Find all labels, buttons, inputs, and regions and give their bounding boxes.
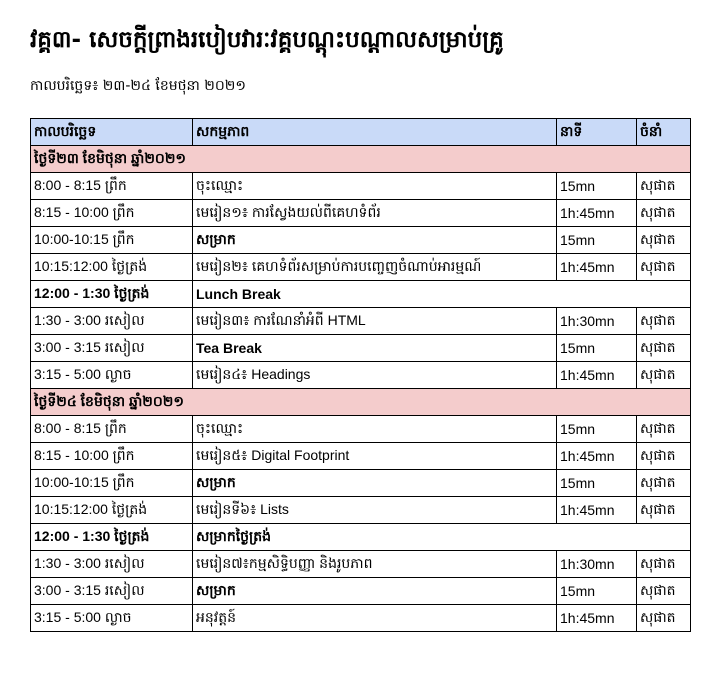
activity-cell: មេរៀន៧៖កម្មសិទ្ធិបញ្ញា និងរូបភាព [193, 551, 557, 578]
table-row [31, 416, 691, 443]
time-cell: 8:00 - 8:15 ព្រឹក [31, 416, 193, 443]
lead-cell: សុផាត [637, 416, 691, 443]
table-row [31, 605, 691, 632]
page-title: វគ្គ៣- សេចក្តីព្រាងរបៀបវារៈវគ្គបណ្តុះបណ្តាលសម្រាប់គ្រូ [30, 27, 504, 53]
table-row [31, 308, 691, 335]
lead-cell: សុផាត [637, 254, 691, 281]
duration-cell: 15mn [557, 173, 637, 200]
header-time: កាលបរិច្ឆេទ [31, 119, 193, 146]
activity-cell: មេរៀនទី៦៖ Lists [193, 497, 557, 524]
lead-cell: សុផាត [637, 497, 691, 524]
table-row [31, 362, 691, 389]
table-row [31, 335, 691, 362]
lunch-break-row [31, 524, 691, 551]
table-row [31, 200, 691, 227]
table-row [31, 227, 691, 254]
time-cell: 8:15 - 10:00 ព្រឹក [31, 200, 193, 227]
time-cell: 12:00 - 1:30 ថ្ងៃត្រង់ [31, 281, 193, 308]
lead-cell: សុផាត [637, 308, 691, 335]
duration-cell: 15mn [557, 335, 637, 362]
date-line: កាលបរិច្ឆេទ៖ ២៣-២៤ ខែមថុនា ២០២១ [30, 78, 246, 94]
table-row [31, 497, 691, 524]
duration-cell: 15mn [557, 578, 637, 605]
lead-cell: សុផាត [637, 173, 691, 200]
table-row [31, 443, 691, 470]
time-cell: 3:00 - 3:15 រសៀល [31, 335, 193, 362]
lead-cell: សុផាត [637, 443, 691, 470]
activity-cell: មេរៀន១៖ ការស្វែងយល់ពីគេហទំព័រ [193, 200, 557, 227]
activity-cell: ចុះឈ្មោះ [193, 416, 557, 443]
table-header-row [31, 119, 691, 146]
day-heading: ថ្ងៃទី២៣ ខែមិថុនា ឆ្នាំ២០២១ [31, 146, 691, 173]
time-cell: 8:15 - 10:00 ព្រឹក [31, 443, 193, 470]
lead-cell: សុផាត [637, 605, 691, 632]
duration-cell: 1h:45mn [557, 362, 637, 389]
time-cell: 10:00-10:15 ព្រឹក [31, 470, 193, 497]
time-cell: 1:30 - 3:00 រសៀល [31, 551, 193, 578]
header-lead: ចំនាំ [637, 119, 691, 146]
duration-cell: 1h:45mn [557, 254, 637, 281]
duration-cell: 1h:45mn [557, 497, 637, 524]
table-row [31, 173, 691, 200]
lunch-break-row [31, 281, 691, 308]
activity-cell: មេរៀន៣៖ ការណែនាំអំពី HTML [193, 308, 557, 335]
lead-cell: សុផាត [637, 362, 691, 389]
table-row [31, 254, 691, 281]
time-cell: 12:00 - 1:30 ថ្ងៃត្រង់ [31, 524, 193, 551]
header-duration: នាទី [557, 119, 637, 146]
time-cell: 8:00 - 8:15 ព្រឹក [31, 173, 193, 200]
activity-cell: Lunch Break [193, 281, 691, 308]
table-row [31, 578, 691, 605]
duration-cell: 15mn [557, 416, 637, 443]
duration-cell: 1h:30mn [557, 308, 637, 335]
duration-cell: 1h:45mn [557, 200, 637, 227]
duration-cell: 1h:30mn [557, 551, 637, 578]
day-heading: ថ្ងៃទី២៤ ខែមិថុនា ឆ្នាំ២០២១ [31, 389, 691, 416]
duration-cell: 15mn [557, 227, 637, 254]
time-cell: 10:15:12:00 ថ្ងៃត្រង់ [31, 497, 193, 524]
day-heading-row [31, 146, 691, 173]
lead-cell: សុផាត [637, 551, 691, 578]
activity-cell: សម្រាក [193, 227, 557, 254]
duration-cell: 1h:45mn [557, 605, 637, 632]
activity-cell: សម្រាក [193, 578, 557, 605]
time-cell: 3:15 - 5:00 ល្ងាច [31, 362, 193, 389]
duration-cell: 15mn [557, 470, 637, 497]
table-row [31, 551, 691, 578]
lead-cell: សុផាត [637, 335, 691, 362]
activity-cell: ចុះឈ្មោះ [193, 173, 557, 200]
activity-cell: មេរៀន៤៖ Headings [193, 362, 557, 389]
agenda-table [30, 118, 691, 632]
time-cell: 3:00 - 3:15 រសៀល [31, 578, 193, 605]
activity-cell: មេរៀន២៖ គេហទំព័រសម្រាប់ការបញ្ចេញចំណាប់អារម្មណ៍ [193, 254, 557, 281]
duration-cell: 1h:45mn [557, 443, 637, 470]
lead-cell: សុផាត [637, 227, 691, 254]
activity-cell: Tea Break [193, 335, 557, 362]
activity-cell: សម្រាក [193, 470, 557, 497]
table-row [31, 470, 691, 497]
lead-cell: សុផាត [637, 470, 691, 497]
time-cell: 10:15:12:00 ថ្ងៃត្រង់ [31, 254, 193, 281]
activity-cell: សម្រាកថ្ងៃត្រង់ [193, 524, 691, 551]
activity-cell: អនុវត្តន៍ [193, 605, 557, 632]
day-heading-row [31, 389, 691, 416]
lead-cell: សុផាត [637, 200, 691, 227]
time-cell: 10:00-10:15 ព្រឹក [31, 227, 193, 254]
time-cell: 1:30 - 3:00 រសៀល [31, 308, 193, 335]
header-activity: សកម្មភាព [193, 119, 557, 146]
activity-cell: មេរៀន៥៖ Digital Footprint [193, 443, 557, 470]
time-cell: 3:15 - 5:00 ល្ងាច [31, 605, 193, 632]
lead-cell: សុផាត [637, 578, 691, 605]
